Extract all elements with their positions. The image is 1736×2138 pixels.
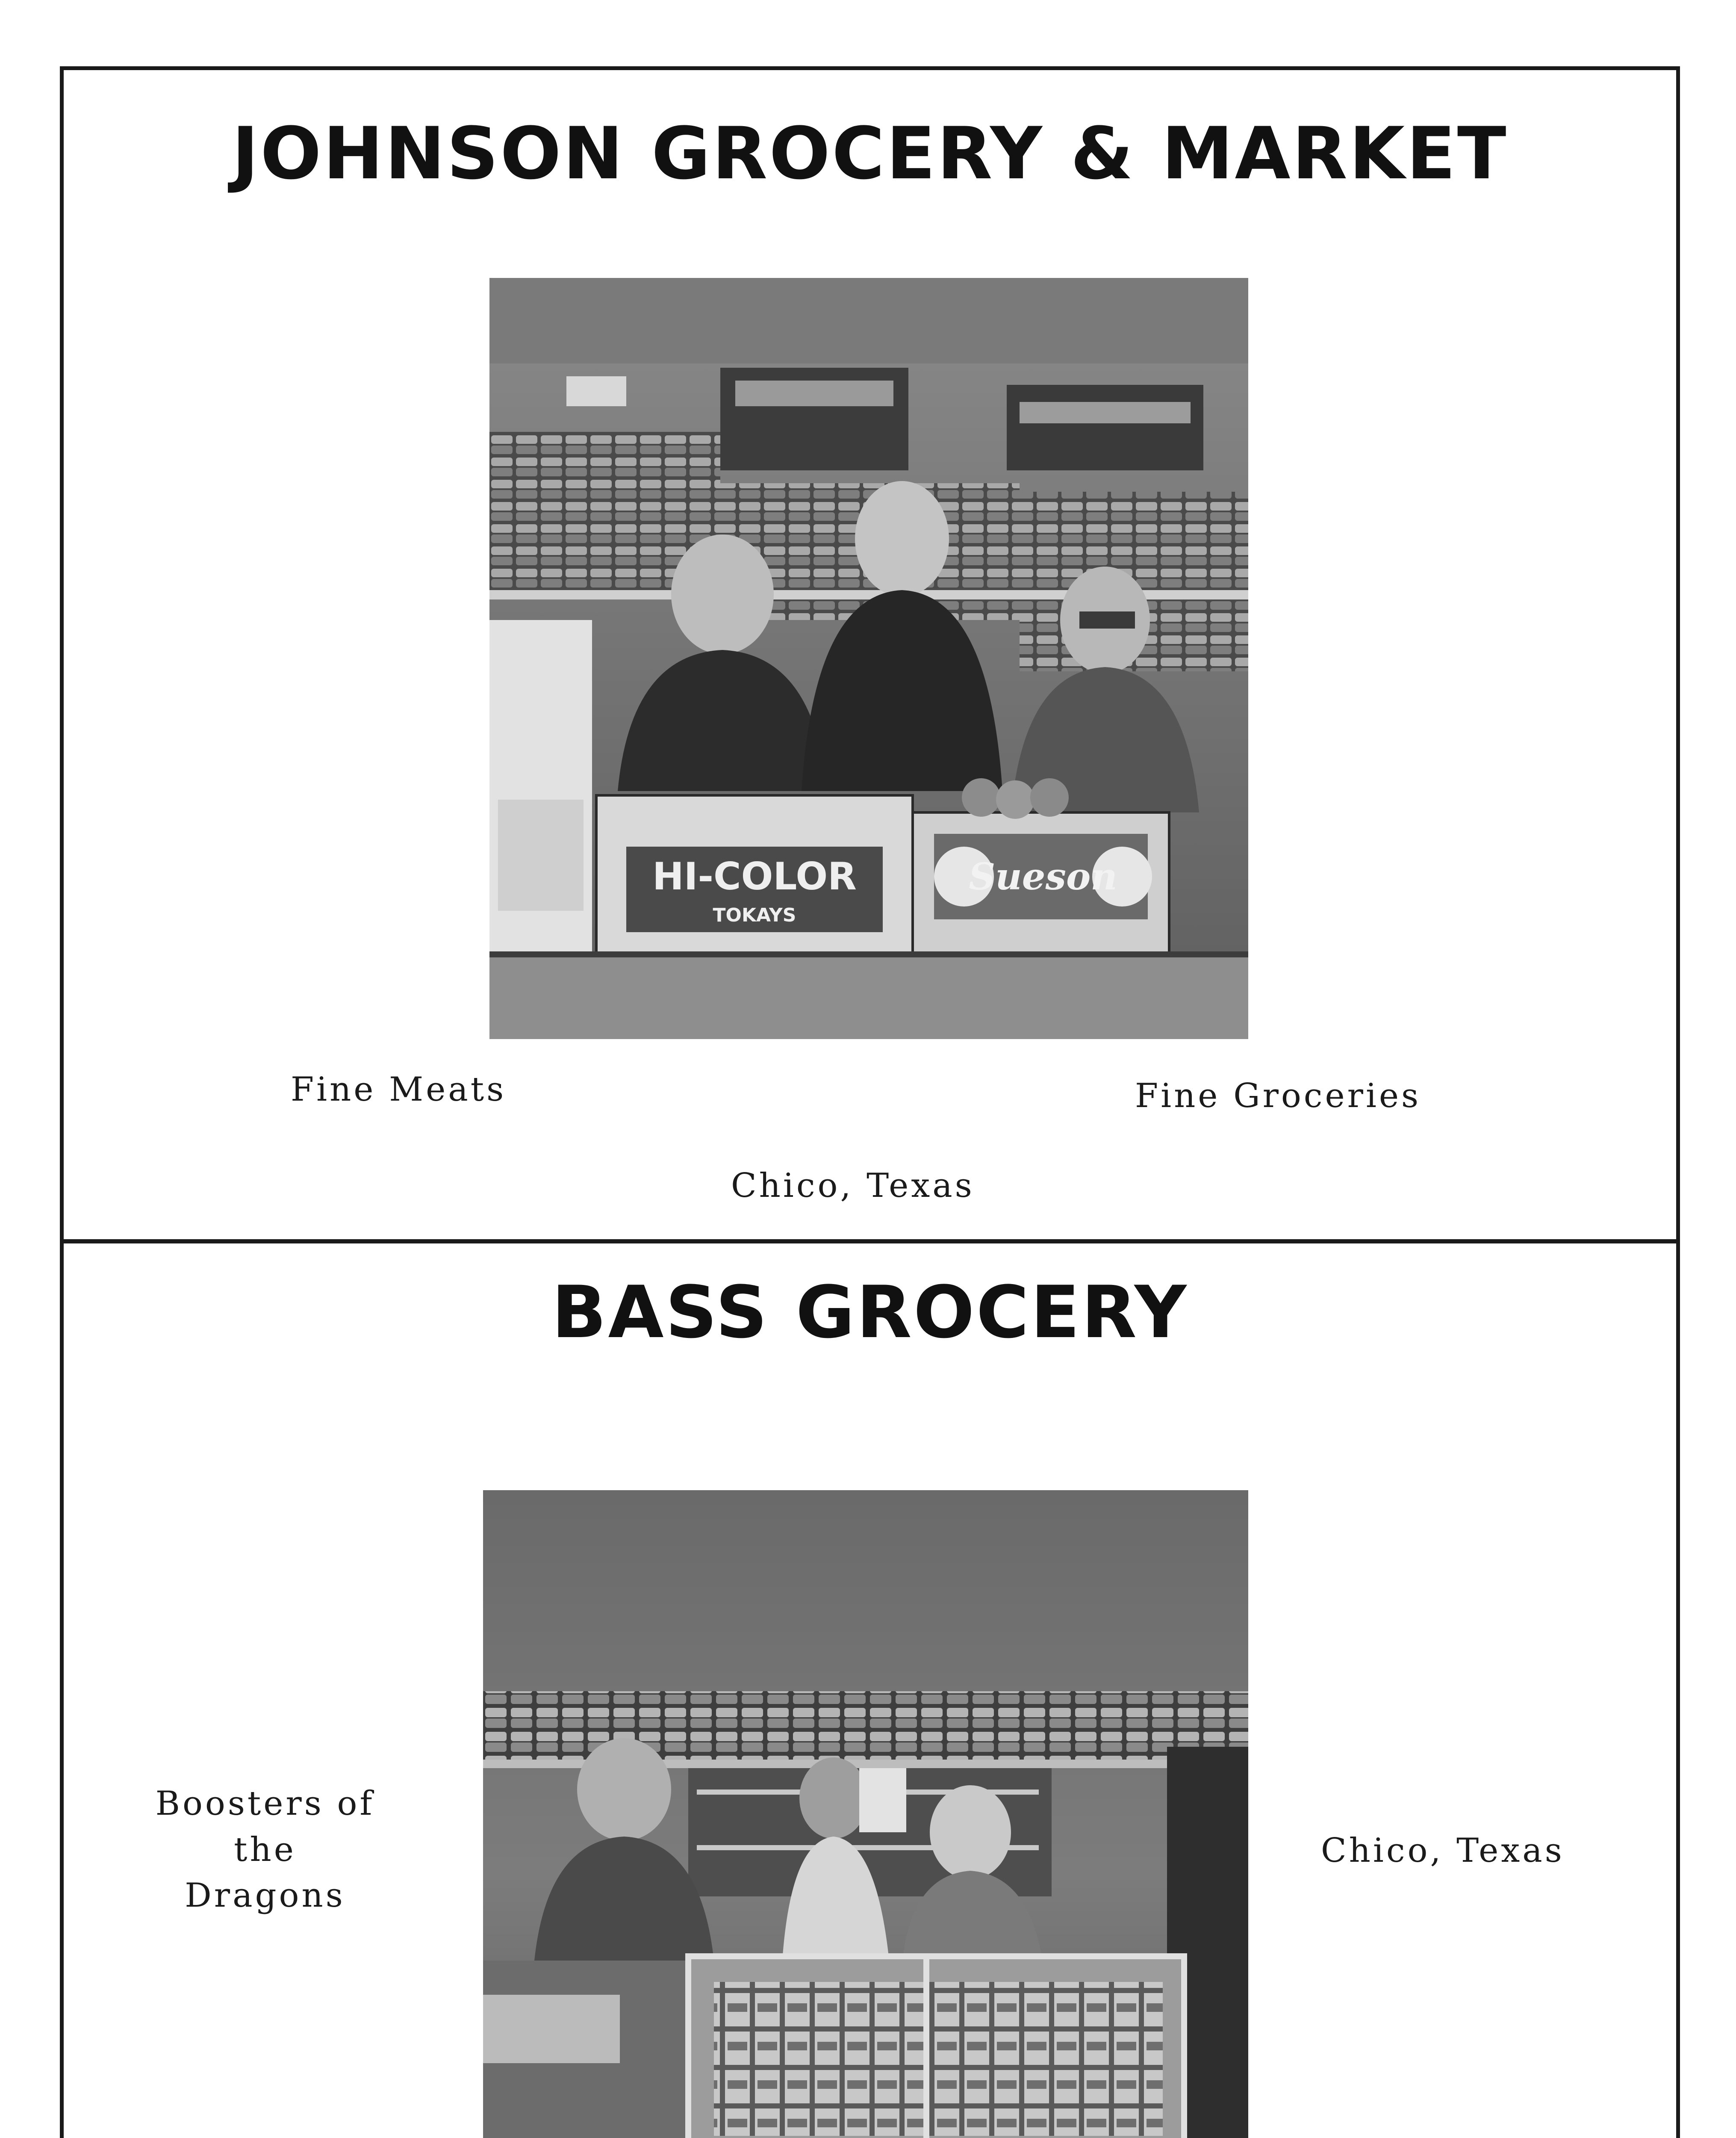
bass-store-photo — [483, 1490, 1248, 2138]
johnson-store-photo-graphic — [489, 278, 1248, 1039]
bass-location: Chico, Texas — [1321, 1831, 1565, 1870]
bass-boosters-line-2: the — [234, 1830, 296, 1869]
crate-label-hi-color: HI-COLOR — [652, 854, 857, 898]
bass-boosters-text — [137, 1781, 393, 1919]
johnson-store-photo — [489, 278, 1248, 1039]
ad-divider — [60, 1239, 1680, 1243]
johnson-location: Chico, Texas — [731, 1166, 975, 1205]
johnson-caption-fine-meats: Fine Meats — [291, 1070, 507, 1109]
bass-store-photo-graphic — [483, 1490, 1248, 2138]
bass-boosters-line-1: Boosters of — [155, 1784, 375, 1823]
crate-label-tokays: TOKAYS — [713, 904, 796, 926]
bass-ad-title: BASS GROCERY — [551, 1270, 1188, 1354]
crate-label-sueson: Sueson — [969, 855, 1117, 898]
johnson-ad-title: JOHNSON GROCERY & MARKET — [232, 112, 1508, 195]
bass-boosters-line-3: Dragons — [185, 1876, 345, 1915]
johnson-caption-fine-groceries: Fine Groceries — [1135, 1077, 1421, 1115]
